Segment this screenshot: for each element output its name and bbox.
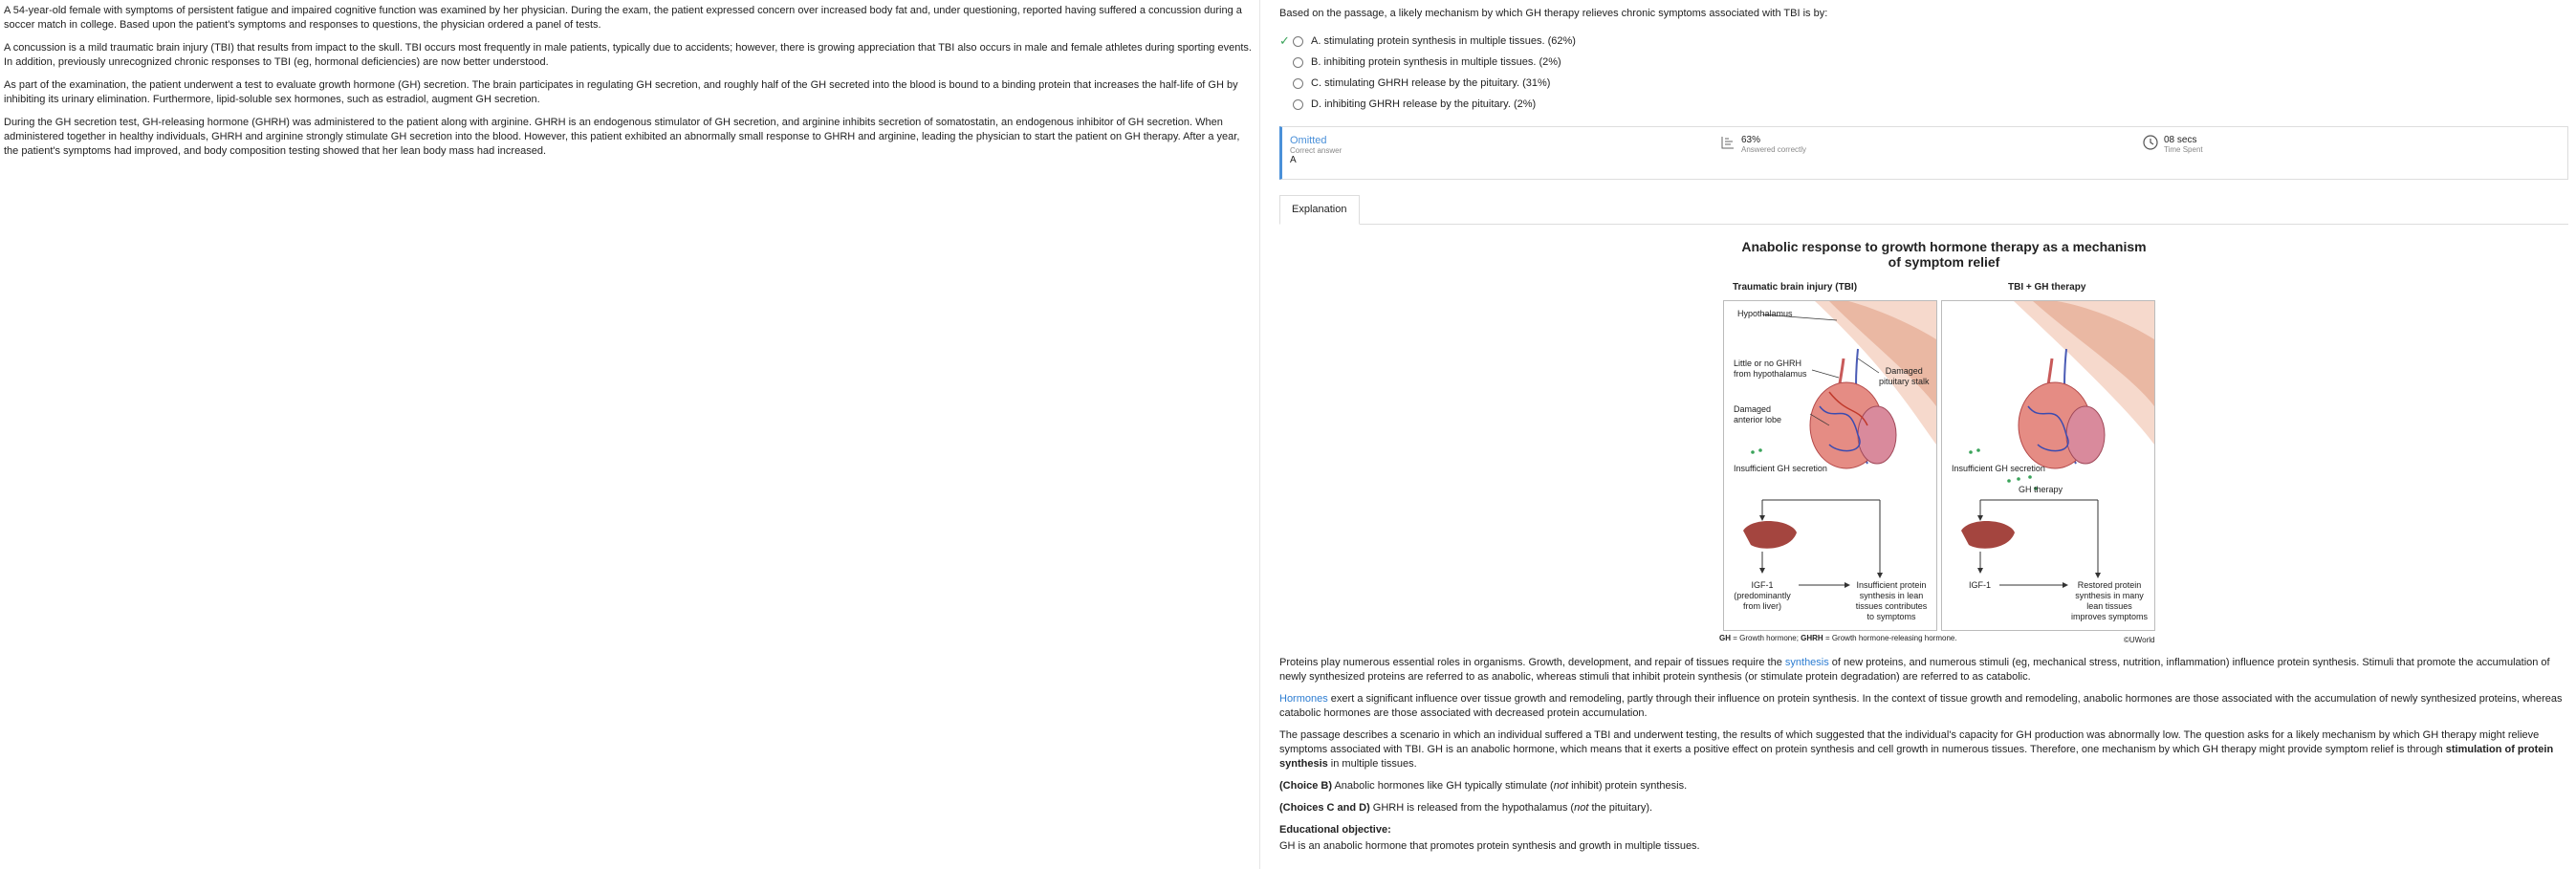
time-spent-label: Time Spent <box>2164 145 2203 154</box>
right-panel-title: TBI + GH therapy <box>2008 282 2086 293</box>
percent-correct-value: 63% <box>1741 135 1761 145</box>
choice-text: stimulating GHRH release by the pituitary. (31%) <box>1324 77 1551 89</box>
choice-letter: A. <box>1311 35 1321 47</box>
percent-correct-stat <box>1720 135 1806 154</box>
explanation-paragraph-3: The passage describes a scenario in which an individual suffered a TBI and underwent testing, the results of which suggested that the individual's capacity for GH production was abnormally low. The question asks for a likely mechanism by which GH therapy might relieve symptoms associated with TBI. GH is an anabolic hormone, which means that it exerts a positive effect on protein synthesis and cell growth in numerous tissues. Therefore, one mechanism by which GH therapy might provide symptom relief is through stimulation of protein synthesis in multiple tissues. <box>1279 729 2554 770</box>
left-panel-title: Traumatic brain injury (TBI) <box>1733 282 1858 293</box>
educational-objective-title: Educational objective: <box>1279 824 1391 836</box>
choice-text: stimulating protein synthesis in multiple tissues. (62%) <box>1323 35 1576 47</box>
explanation-paragraph-2: Hormones exert a significant influence over tissue growth and remodeling, partly through their influence on protein synthesis. In the context of tissue growth and remodeling, anabolic hormones are those associated with the accumulation of newly synthesized proteins, whereas catabolic hormones are those associated with decreased protein accumulation. <box>1279 693 2563 719</box>
tbi-panel <box>1723 300 1937 631</box>
restored-protein-label: Restored protein synthesis in many lean tissues improves symptoms <box>2070 580 2148 621</box>
omitted-stat <box>1290 135 1342 165</box>
choice-d[interactable] <box>1279 94 2568 115</box>
choice-letter: C. <box>1311 77 1321 89</box>
insufficient-protein-label: Insufficient protein synthesis in lean tissues contributes to symptoms <box>1855 580 1928 621</box>
passage-paragraph-1: A 54-year-old female with symptoms of persistent fatigue and impaired cognitive function was examined by her physician. During the exam, the patient expressed concern over increased body fat and, under questioning, reported having suffered a concussion during a soccer match in college. Based upon the patient's symptoms and responses to questions, the physician ordered a panel of tests. <box>4 5 1242 31</box>
damaged-stalk-label: Damaged pituitary stalk <box>1879 366 1930 386</box>
check-icon: ✓ <box>1279 33 1290 48</box>
choice-b[interactable] <box>1279 52 2568 73</box>
gh-therapy-label: GH therapy <box>2019 485 2063 494</box>
question-panel <box>1260 0 2576 869</box>
figure-title: Anabolic response to growth hormone therapy as a mechanism of symptom relief <box>1741 239 2147 270</box>
choice-letter: B. <box>1311 56 1321 68</box>
passage-paragraph-4: During the GH secretion test, GH-releasing hormone (GHRH) was administered to the patient along with arginine. GHRH is an endogenous stimulator of GH secretion, and arginine inhibits secretion of somatostatin, an endogenous inhibitor of GH secretion. When administered together in healthy individuals, GHRH and arginine strongly stimulate GH secretion into the blood. However, this patient exhibited an abnormally small response to GHRH and arginine, leading the physician to start the patient on GH therapy. After a year, the patient's symptoms had improved, and body composition testing showed that her lean body mass had increased. <box>4 117 1240 157</box>
time-spent-stat <box>2143 135 2203 154</box>
result-stats-bar <box>1279 126 2568 180</box>
gh-therapy-panel <box>1941 300 2155 631</box>
insufficient-gh-label: Insufficient GH secretion <box>1734 464 1827 473</box>
copyright-label: ©UWorld <box>2124 636 2155 644</box>
radio-icon[interactable] <box>1293 99 1303 110</box>
tab-bar <box>1279 195 2568 225</box>
passage-panel <box>0 0 1260 869</box>
choice-letter: D. <box>1311 98 1321 110</box>
igf1-label-right: IGF-1 <box>1969 580 1992 590</box>
choice-b-explanation: (Choice B) Anabolic hormones like GH typically stimulate (not inhibit) protein synthesis. <box>1279 780 1688 792</box>
radio-icon[interactable] <box>1293 78 1303 89</box>
explanation-text <box>1279 656 2568 861</box>
choice-cd-explanation: (Choices C and D) GHRH is released from the hypothalamus (not the pituitary). <box>1279 802 1653 814</box>
insufficient-gh-label-right: Insufficient GH secretion <box>1952 464 2045 473</box>
clock-icon <box>2143 135 2158 150</box>
educational-objective-text: GH is an anabolic hormone that promotes protein synthesis and growth in multiple tissues. <box>1279 840 1700 852</box>
synthesis-link[interactable]: synthesis <box>1784 657 1829 668</box>
passage-paragraph-3: As part of the examination, the patient underwent a test to evaluate growth hormone (GH) secretion. The brain participates in regulating GH secretion, and roughly half of the GH secreted into the blood is bound to a binding protein that increases the half-life of GH by inhibiting its urinary elimination. Furthermore, lipid-soluble sex hormones, such as estradiol, augment GH secretion. <box>4 79 1238 105</box>
damaged-anterior-label: Damaged anterior lobe <box>1734 404 1782 424</box>
figure-footnote: GH = Growth hormone; GHRH = Growth hormone-releasing hormone. <box>1719 634 1957 642</box>
percent-correct-label: Answered correctly <box>1741 145 1807 154</box>
hypothalamus-label: Hypothalamus <box>1737 309 1793 318</box>
choice-c[interactable] <box>1279 73 2568 94</box>
tab-explanation[interactable]: Explanation <box>1279 195 1360 225</box>
time-spent-value: 08 secs <box>2164 135 2197 145</box>
choice-text: inhibiting protein synthesis in multiple tissues. (2%) <box>1323 56 1561 68</box>
explanation-figure <box>1719 239 2169 644</box>
status-label: Omitted <box>1290 135 1327 146</box>
igf1-label: IGF-1 (predominantly from liver) <box>1734 580 1791 611</box>
bar-chart-icon <box>1720 135 1736 150</box>
hormones-link[interactable]: Hormones <box>1279 693 1328 705</box>
radio-icon[interactable] <box>1293 57 1303 68</box>
passage-paragraph-2: A concussion is a mild traumatic brain injury (TBI) that results from impact to the skull. TBI occurs most frequently in male patients, typically due to accidents; however, there is growing appreciation that TBI also occurs in male and female athletes during sporting events. In addition, previously unrecognized chronic responses to TBI (eg, hormonal deficiencies) are now better understood. <box>4 42 1252 68</box>
radio-icon[interactable] <box>1293 36 1303 47</box>
correct-answer-value: A <box>1290 155 1297 165</box>
choice-text: inhibiting GHRH release by the pituitary. (2%) <box>1324 98 1537 110</box>
explanation-paragraph-1: Proteins play numerous essential roles in organisms. Growth, development, and repair of tissues require the synthesis of new proteins, and numerous stimuli (eg, mechanical stress, nutrition, inflammation) influence protein synthesis. Stimuli that promote the accumulation of newly synthesized proteins are referred to as anabolic, whereas stimuli that inhibit protein synthesis (or stimulate protein degradation) are referred to as catabolic. <box>1279 657 2550 683</box>
correct-answer-label: Correct answer <box>1290 146 1343 155</box>
little-ghrh-label: Little or no GHRH from hypothalamus <box>1734 358 1807 379</box>
question-stem: Based on the passage, a likely mechanism by which GH therapy relieves chronic symptoms associated with TBI is by: <box>1279 8 1828 19</box>
choice-a[interactable] <box>1279 31 2568 52</box>
